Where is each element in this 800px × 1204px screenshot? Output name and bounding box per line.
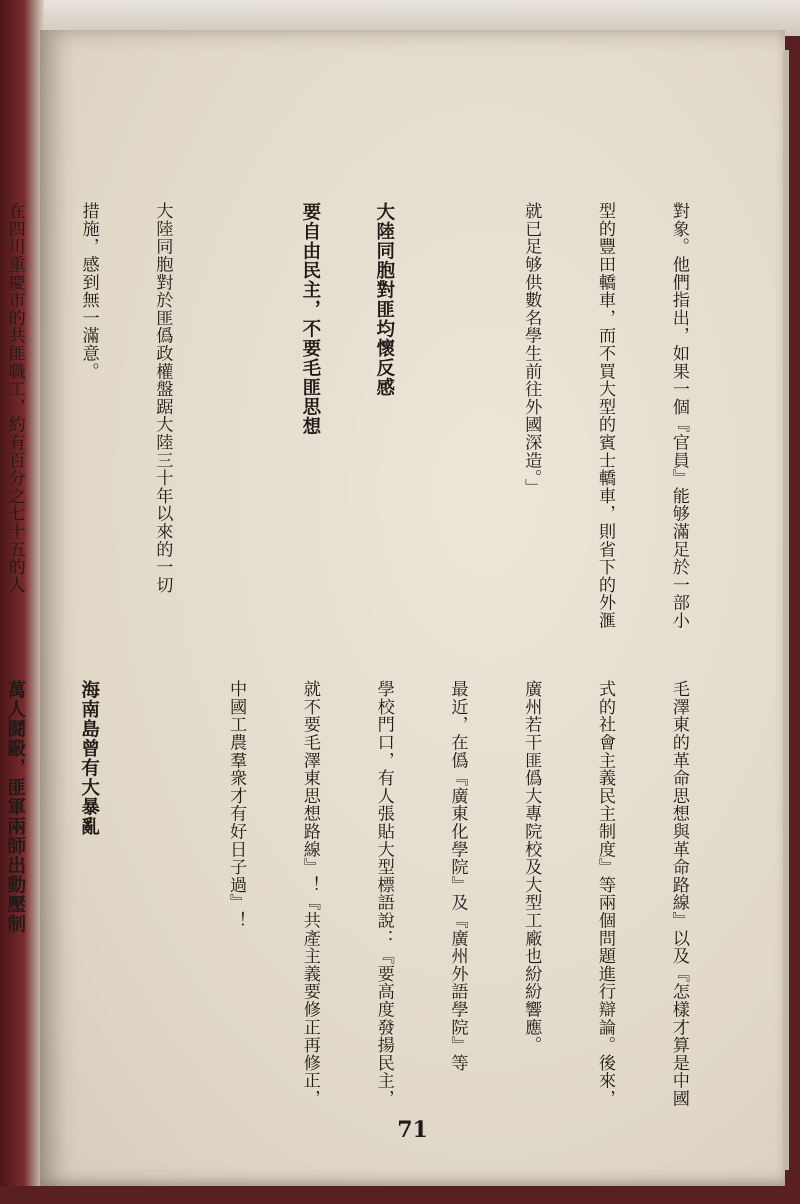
text-line: 就已足够供數名學生前往外國深造。」 — [521, 202, 542, 496]
page-edge — [783, 50, 789, 1170]
text-line: 型的豐田轎車，而不買大型的賓士轎車，則省下的外滙 — [595, 202, 616, 630]
section-heading: 海南島曾有大暴亂 — [78, 680, 100, 836]
text-line: 措施，感到無一滿意。 — [78, 202, 99, 380]
text-line: 毛澤東的革命思想與革命路線』以及『怎樣才算是中國 — [668, 680, 689, 1108]
spacer — [224, 202, 249, 642]
text-line: 最近，在僞『廣東化學院』及『廣州外語學院』等 — [447, 680, 468, 1072]
text-line: 中國工農羣衆才有好日子過』！ — [226, 680, 247, 930]
spacer — [445, 202, 470, 642]
text-line: 廣州若干匪僞大專院校及大型工廠也紛紛響應。 — [521, 680, 542, 1054]
text-line: 在四川重慶市的共匪職工，約有百分之七十五的人 — [4, 202, 25, 594]
text-line: 式的社會主義民主制度』等兩個問題進行辯論。後來， — [595, 680, 616, 1108]
spacer — [150, 680, 175, 1100]
text-line: 對象。他們指出，如果一個『官員』能够滿足於一部小 — [668, 202, 689, 630]
text-line: 學校門口，有人張貼大型標語說：『要高度發揚民主， — [373, 680, 394, 1108]
section-subheading: 萬人鬪毆，匪軍兩師出動壓制 — [4, 680, 26, 934]
upper-text-section — [4, 202, 740, 642]
section-subheading: 要自由民主，不要毛匪思想 — [299, 202, 321, 436]
book-page — [4, 30, 785, 1188]
section-heading: 大陸同胞對匪均懷反感 — [373, 202, 395, 397]
lower-text-section — [4, 680, 740, 1108]
page-number: 71 — [397, 1117, 428, 1143]
text-line: 就不要毛澤東思想路線』！『共產主義要修正再修正， — [299, 680, 320, 1108]
book-bottom-edge — [0, 1186, 800, 1204]
text-line: 大陸同胞對於匪僞政權盤踞大陸三十年以來的一切 — [152, 202, 173, 594]
